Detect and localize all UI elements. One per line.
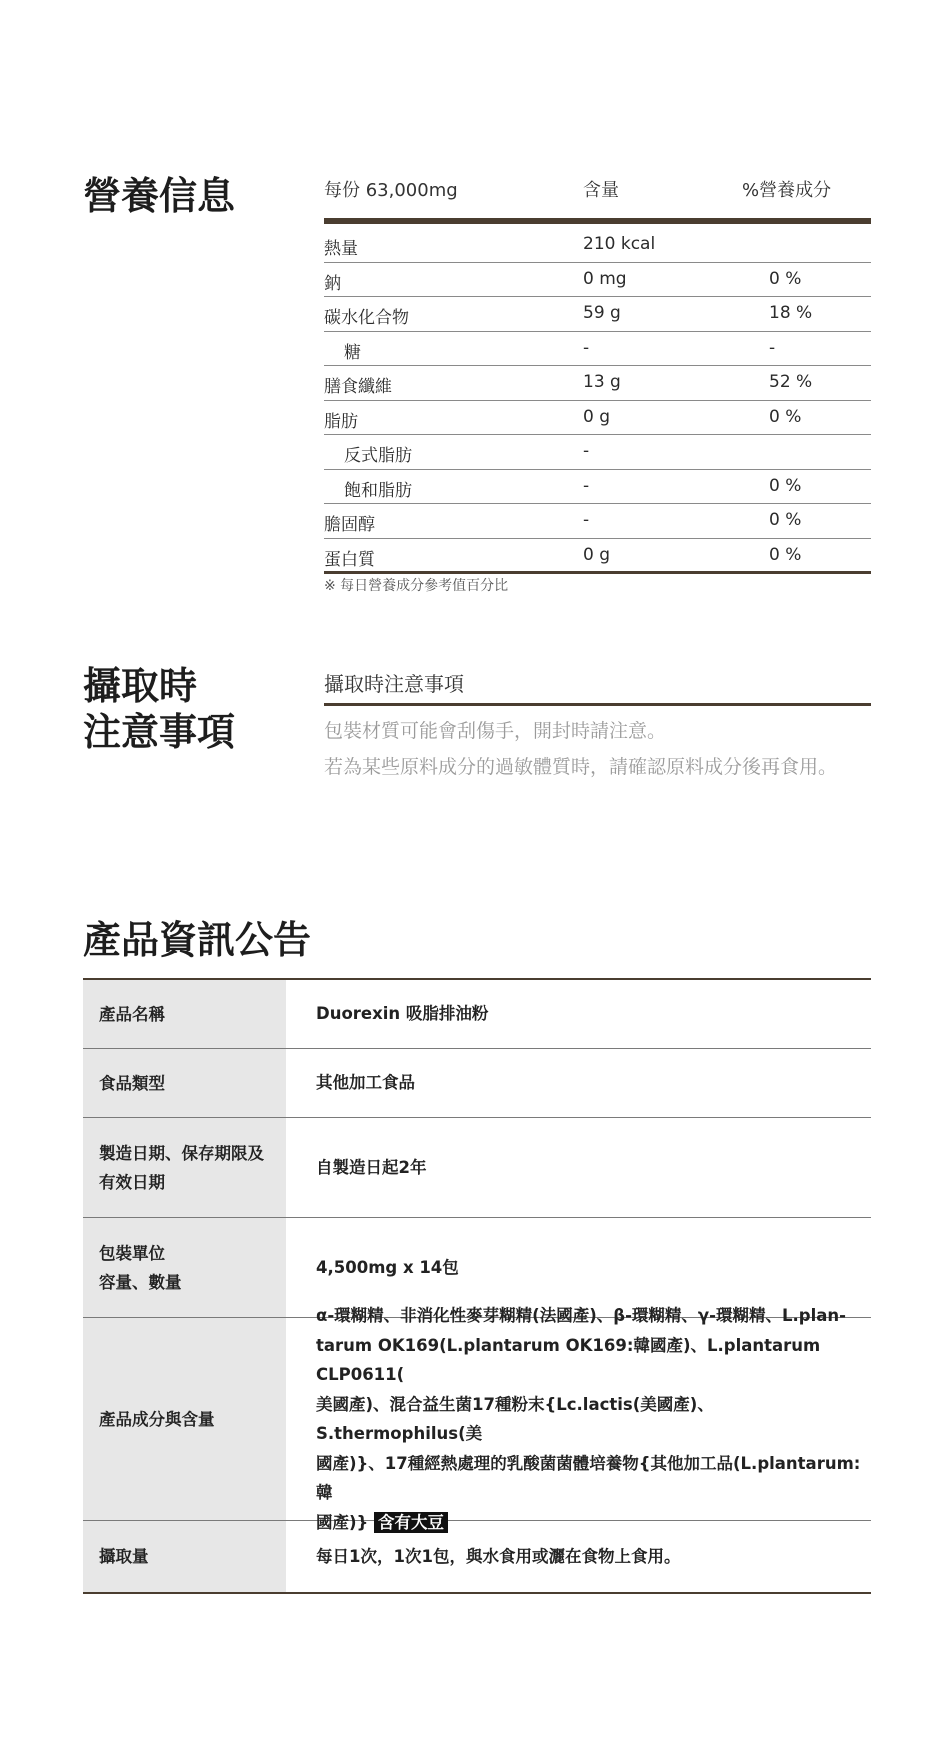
- info-label: [83, 980, 286, 1048]
- caution-text-2: 若為某些原料成分的過敏體質時，請確認原料成分後再食用。: [324, 756, 838, 778]
- info-value-text: 自製造日起2年: [316, 1157, 427, 1177]
- caution-title-line1: 攝取時: [83, 664, 198, 708]
- nutrient-percent: 52 %: [769, 372, 813, 392]
- info-label-text: 產品成分與含量: [99, 1409, 215, 1429]
- nutrient-amount: -: [583, 337, 590, 358]
- info-value-text: 4,500mg x 14包: [316, 1257, 459, 1277]
- nutrition-row-fiber: [324, 366, 871, 401]
- nutrient-name: 膽固醇: [324, 515, 375, 535]
- ingredients-line: α-環糊精、非消化性麥芽糊精(法國產)、β-環糊精、γ-環糊精、L.plan-: [316, 1306, 846, 1325]
- nutrition-row-cholesterol: [324, 504, 871, 539]
- nutrient-percent: 0 %: [769, 406, 802, 427]
- info-row-dates: [83, 1118, 871, 1218]
- nutrition-row-sodium: [324, 263, 871, 298]
- info-value-text: 每日1次，1次1包，與水食用或灑在食物上食用。: [316, 1546, 681, 1566]
- info-value: [286, 1521, 871, 1592]
- serving-size-header: 每份 63,000mg: [324, 180, 458, 201]
- info-label-text: 容量、數量: [99, 1272, 182, 1292]
- info-label-text: 食品類型: [99, 1073, 165, 1093]
- nutrient-amount: 0 g: [583, 406, 611, 427]
- nutrient-amount: 59 g: [583, 303, 621, 323]
- nutrient-name: 糖: [344, 342, 361, 363]
- nutrient-name: 蛋白質: [324, 549, 375, 570]
- nutrient-name: 熱量: [324, 239, 358, 259]
- info-label: [83, 1118, 286, 1217]
- nutrient-percent: 18 %: [769, 303, 813, 323]
- nutrition-row-protein: [324, 539, 871, 574]
- nutrient-percent: 0 %: [769, 544, 802, 565]
- ingredients-line: 國產)}: [316, 1512, 369, 1532]
- percent-header: %營養成分: [742, 180, 832, 201]
- ingredients-line: 國產)}、17種經熱處理的乳酸菌菌體培養物{其他加工品(L.plantarum:韓: [316, 1453, 861, 1502]
- nutrient-amount: 0 mg: [583, 268, 627, 289]
- caution-text-1: 包裝材質可能會刮傷手，開封時請注意。: [324, 720, 667, 742]
- info-value: [286, 1306, 871, 1532]
- nutrition-row-trans-fat: [324, 435, 871, 470]
- info-label-text: 產品名稱: [99, 1004, 165, 1024]
- info-value: [286, 980, 871, 1048]
- info-value: [286, 1049, 871, 1117]
- ingredients-line: tarum OK169(L.plantarum OK169:韓國產)、L.plantarum CLP0611(: [316, 1335, 821, 1384]
- info-label-text: 攝取量: [99, 1547, 149, 1566]
- nutrition-footnote: ※ 每日營養成分參考值百分比: [324, 578, 509, 594]
- nutrient-amount: 13 g: [583, 372, 621, 392]
- info-row-food-type: [83, 1049, 871, 1118]
- nutrient-percent: 0 %: [769, 475, 802, 496]
- caution-subtitle: 攝取時注意事項: [324, 672, 464, 696]
- ingredients-line: 美國產)、混合益生菌17種粉末{Lc.lactis(美國產)、S.thermophilus(美: [316, 1394, 714, 1443]
- nutrient-name: 膳食纖維: [324, 377, 392, 397]
- nutrient-amount: -: [583, 441, 590, 461]
- caution-title-line2: 注意事項: [83, 710, 236, 754]
- info-row-intake: [83, 1521, 871, 1594]
- info-label: [83, 1218, 286, 1317]
- nutrient-percent: 0 %: [769, 268, 802, 289]
- nutrition-row-calories: [324, 228, 871, 263]
- nutrient-name: 脂肪: [324, 411, 358, 432]
- info-label-text: 有效日期: [99, 1172, 165, 1192]
- nutrient-amount: 210 kcal: [583, 234, 656, 254]
- nutrient-percent: 0 %: [769, 510, 802, 530]
- nutrient-name: 反式脂肪: [344, 446, 412, 466]
- nutrition-row-carbohydrate: [324, 297, 871, 332]
- info-value-text: 其他加工食品: [316, 1073, 415, 1093]
- nutrition-title: 營養信息: [83, 174, 236, 218]
- nutrition-table: [324, 228, 871, 574]
- nutrition-header-rule: [324, 218, 871, 224]
- info-label-text: 製造日期、保存期限及: [99, 1143, 264, 1163]
- nutrient-percent: -: [769, 337, 776, 358]
- info-value-text: Duorexin 吸脂排油粉: [316, 1004, 489, 1024]
- info-label: [83, 1049, 286, 1117]
- info-label-text: 包裝單位: [99, 1243, 165, 1263]
- nutrition-row-saturated-fat: [324, 470, 871, 505]
- nutrient-name: 鈉: [324, 273, 341, 294]
- info-value: [286, 1118, 871, 1217]
- info-label: [83, 1521, 286, 1592]
- info-label: [83, 1318, 286, 1520]
- info-row-product-name: [83, 980, 871, 1049]
- product-info-table: [83, 978, 871, 1594]
- nutrition-row-fat: [324, 401, 871, 436]
- nutrient-name: 飽和脂肪: [344, 480, 412, 501]
- caution-rule: [324, 703, 871, 706]
- nutrient-name: 碳水化合物: [324, 308, 409, 328]
- nutrient-amount: 0 g: [583, 544, 611, 565]
- info-row-ingredients: [83, 1306, 871, 1532]
- nutrient-amount: -: [583, 475, 590, 496]
- nutrition-row-sugar: [324, 332, 871, 367]
- nutrient-amount: -: [583, 510, 590, 530]
- amount-header: 含量: [583, 180, 619, 201]
- allergen-soy-badge: 含有大豆: [374, 1512, 448, 1533]
- product-info-title: 產品資訊公告: [83, 918, 312, 962]
